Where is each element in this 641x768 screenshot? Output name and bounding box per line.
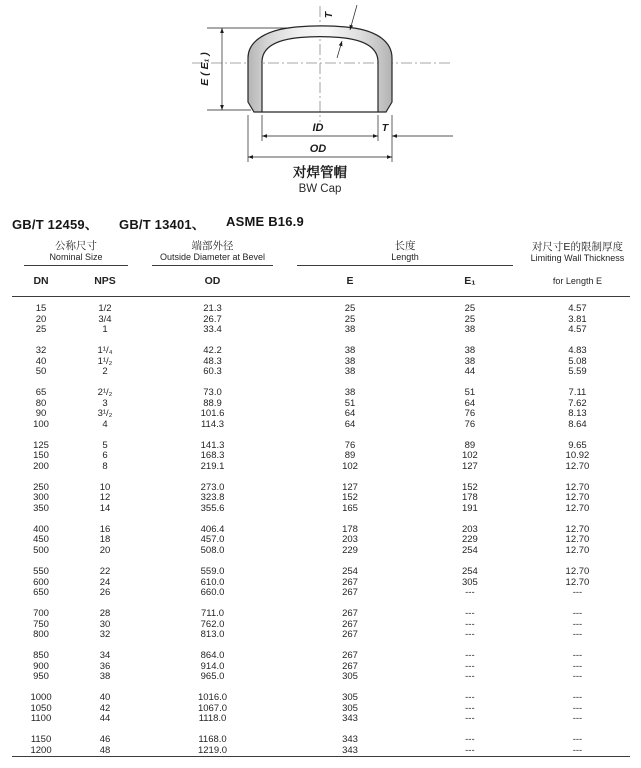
od-dim-label: OD (309, 143, 327, 155)
cell: 88.9 (203, 397, 222, 409)
col-e1: E₁ (415, 266, 525, 297)
cell: 12.70 (565, 481, 590, 493)
cell: 1168.0 (198, 734, 227, 746)
cell: 30 (99, 618, 111, 630)
cell: 3 (102, 397, 108, 409)
cell: 700 (33, 608, 49, 620)
cell: 3¹/₂ (97, 408, 113, 420)
cell: 1219.0 (197, 744, 228, 756)
table-row (12, 462, 630, 473)
cell: 26 (99, 587, 111, 599)
cell: 90 (35, 408, 47, 420)
col-od: OD (140, 266, 285, 297)
cell: 900 (33, 660, 49, 672)
cell: 38 (99, 671, 111, 683)
cell: 1¹/₄ (97, 345, 113, 357)
cell: 457.0 (200, 534, 225, 546)
cell: --- (465, 608, 475, 620)
cell: 2¹/₂ (97, 387, 113, 399)
cell: 267 (342, 587, 358, 599)
cell: 5.59 (568, 366, 587, 378)
cell: 267 (342, 650, 358, 662)
cell: --- (465, 587, 475, 599)
table-row (12, 714, 630, 725)
cell: 1150 (30, 734, 52, 746)
cell: 219.1 (200, 460, 225, 472)
cell: 44 (464, 366, 476, 378)
cell: 50 (35, 366, 47, 378)
cell: 51 (464, 387, 476, 399)
cell: 102 (342, 460, 358, 472)
cap-caption-en: BW Cap (298, 183, 342, 195)
cell: 267 (342, 608, 358, 620)
cell: 950 (33, 671, 49, 683)
cell: 406.4 (200, 523, 225, 535)
cell: 762.0 (200, 618, 225, 630)
cell: 650 (33, 587, 49, 599)
standard-asme-b169: ASME B16.9 (226, 214, 304, 229)
cell: 34 (99, 650, 111, 662)
cell: 305 (342, 702, 358, 714)
id-dim-label: ID (312, 122, 324, 134)
cell: --- (465, 692, 475, 704)
cell: 2 (102, 366, 108, 378)
group-od-cn: 端部外径 (191, 240, 234, 252)
cell: 25 (344, 303, 356, 314)
cell: 25 (344, 313, 356, 325)
col-for-length-e: for Length E (525, 266, 630, 297)
cell: 8.13 (568, 408, 587, 420)
cell: --- (465, 650, 475, 662)
cell: 1100 (30, 713, 52, 725)
cell: 800 (33, 629, 49, 641)
cell: 450 (33, 534, 49, 546)
cell: 750 (33, 618, 49, 630)
cell: 32 (35, 345, 47, 357)
table-row (12, 297, 630, 315)
cell: --- (572, 744, 583, 756)
cell: 9.65 (568, 439, 587, 451)
cell: 343 (342, 713, 358, 725)
group-nominal-cn: 公称尺寸 (54, 240, 97, 252)
table-body (12, 297, 630, 757)
cell: 12.70 (565, 534, 590, 546)
cell: 8.64 (568, 418, 587, 430)
cell: 305 (342, 671, 358, 683)
table-row (12, 325, 630, 336)
cell: 38 (344, 366, 356, 378)
cell: 273.0 (200, 481, 225, 493)
cell: 300 (33, 492, 49, 504)
cell: --- (572, 618, 583, 630)
cell: 1016.0 (197, 692, 228, 704)
cell: 102 (461, 450, 478, 462)
cell: 44 (99, 713, 111, 725)
cell: 64 (464, 397, 476, 409)
cell: 254 (461, 566, 478, 578)
cell: --- (572, 692, 583, 704)
cell: 101.6 (200, 408, 225, 420)
table-row (12, 420, 630, 431)
cell: 21.3 (203, 303, 222, 314)
t-dim-label: T (381, 122, 389, 134)
col-nps: NPS (70, 266, 140, 297)
table-row (12, 546, 630, 557)
cell: 4.57 (568, 324, 587, 335)
cell: --- (465, 660, 475, 672)
cell: 500 (33, 544, 49, 556)
cell: 178 (342, 523, 358, 535)
cell: 165 (342, 502, 358, 514)
column-header-row (12, 266, 630, 297)
cell: 38 (344, 355, 356, 367)
group-limit-cn: 对尺寸E的限制厚度 (531, 241, 623, 253)
cell: 200 (33, 460, 49, 472)
cell: 305 (342, 692, 358, 704)
cell: 850 (33, 650, 49, 662)
cell: 76 (464, 418, 476, 430)
cell: 42.2 (203, 345, 222, 357)
group-length (285, 237, 525, 266)
cell: 114.3 (200, 418, 225, 430)
cell: 46 (99, 734, 111, 746)
cell: 267 (342, 629, 358, 641)
cell: 343 (342, 734, 358, 746)
group-limiting-thickness (525, 237, 630, 266)
cell: --- (465, 702, 475, 714)
table-row (12, 630, 630, 641)
cell: --- (572, 650, 583, 662)
thickness-top-label: T (323, 11, 335, 19)
cell: 141.3 (200, 439, 225, 451)
cell: 229 (342, 544, 358, 556)
cell: --- (572, 587, 583, 599)
standard-gbt-12459: GB/T 12459、 (12, 217, 99, 232)
cell: 229 (461, 534, 478, 546)
cell: 42 (99, 702, 111, 714)
table-row (12, 672, 630, 683)
group-nominal-en: Nominal Size (49, 252, 103, 262)
cell: --- (572, 734, 583, 746)
cell: 32 (99, 629, 111, 641)
cell: 7.62 (568, 397, 587, 409)
cell: 8 (102, 460, 108, 472)
cell: --- (465, 734, 475, 746)
cell: --- (572, 629, 583, 641)
cell: 305 (461, 576, 478, 588)
cell: 1¹/₂ (97, 355, 113, 367)
cell: 15 (35, 303, 47, 314)
cell: 267 (342, 576, 358, 588)
cell: 16 (99, 523, 111, 535)
cell: 38 (344, 387, 356, 399)
cell: 813.0 (200, 629, 225, 641)
cell: 4.57 (568, 303, 587, 314)
cell: 152 (342, 492, 358, 504)
cell: 36 (99, 660, 111, 672)
table-row (12, 588, 630, 599)
cell: 508.0 (200, 544, 225, 556)
cell: 5 (102, 439, 108, 451)
dimension-table (12, 237, 630, 757)
group-nominal-size (12, 237, 140, 266)
cell: 12.70 (565, 576, 590, 588)
cell: 38 (344, 345, 356, 357)
standard-gbt-13401: GB/T 13401、 (119, 217, 206, 232)
cell: 38 (464, 345, 476, 357)
cell: 25 (464, 313, 476, 325)
cell: 51 (344, 397, 356, 409)
cell: 12.70 (565, 492, 590, 504)
cell: 25 (464, 303, 476, 314)
cell: 350 (33, 502, 49, 514)
cell: 89 (344, 450, 356, 462)
cell: 864.0 (200, 650, 225, 662)
cell: 12.70 (565, 566, 590, 578)
cell: 1050 (30, 702, 52, 714)
cell: 267 (342, 660, 358, 672)
cell: 1118.0 (198, 713, 227, 725)
cell: 1000 (30, 692, 52, 704)
cell: 1200 (30, 744, 52, 756)
cell: 127 (461, 460, 478, 472)
cell: 64 (344, 418, 356, 430)
cell: 168.3 (200, 450, 225, 462)
cell: --- (572, 702, 583, 714)
cell: 38 (464, 355, 476, 367)
cell: 38 (344, 324, 356, 335)
cell: 60.3 (203, 366, 222, 378)
cell: 178 (461, 492, 478, 504)
cell: 40 (35, 355, 47, 367)
cell: 6 (102, 450, 108, 462)
cell: 559.0 (200, 566, 225, 578)
cell: 20 (35, 313, 47, 325)
cell: 65 (35, 387, 47, 399)
cell: 73.0 (203, 387, 222, 399)
table-header (12, 237, 630, 297)
cell: 76 (344, 439, 356, 451)
cell: 18 (99, 534, 111, 546)
cell: 100 (33, 418, 49, 430)
cell: 12.70 (565, 544, 590, 556)
cell: 150 (33, 450, 49, 462)
cell: 89 (464, 439, 476, 451)
group-header-row (12, 237, 630, 266)
cell: 7.11 (568, 387, 587, 399)
table-row (12, 504, 630, 515)
cell: 3.81 (568, 313, 587, 325)
cell: 48 (99, 744, 111, 756)
cell: 1/2 (98, 303, 112, 314)
cell: 203 (461, 523, 478, 535)
cell: 64 (344, 408, 356, 420)
cell: 250 (33, 481, 49, 493)
group-od-en: Outside Diameter at Bevel (159, 252, 266, 262)
cell: 12.70 (565, 523, 590, 535)
cell: 12.70 (565, 460, 590, 472)
cell: 4.83 (568, 345, 587, 357)
cell: 254 (342, 566, 358, 578)
cell: 125 (33, 439, 49, 451)
standards-title (12, 214, 304, 233)
cell: 914.0 (200, 660, 225, 672)
cell: 24 (99, 576, 111, 588)
cell: 4 (102, 418, 108, 430)
cell: 25 (35, 324, 47, 335)
cell: 355.6 (200, 502, 225, 514)
cell: 152 (461, 481, 478, 493)
cell: 660.0 (200, 587, 225, 599)
cap-caption-cn: 对焊管帽 (293, 165, 347, 180)
cell: 1 (102, 324, 108, 335)
cell: 343 (342, 744, 358, 756)
cell: 711.0 (200, 608, 225, 620)
cell: 80 (35, 397, 47, 409)
cell: 191 (461, 502, 478, 514)
cell: 38 (464, 324, 476, 335)
cell: 1067.0 (197, 702, 228, 714)
group-length-cn: 长度 (394, 240, 416, 252)
cell: 5.08 (568, 355, 587, 367)
thickness-leader-outer (350, 5, 357, 30)
cell: 20 (99, 544, 111, 556)
cell: 965.0 (200, 671, 225, 683)
cell: 3/4 (98, 313, 112, 325)
cell: 22 (99, 566, 111, 578)
cell: 600 (33, 576, 49, 588)
cell: 12 (99, 492, 111, 504)
cell: 10 (99, 481, 111, 493)
cell: 400 (33, 523, 49, 535)
cell: 127 (342, 481, 358, 493)
cell: --- (572, 671, 583, 683)
cell: 48.3 (203, 355, 222, 367)
bw-cap-drawing (0, 0, 641, 205)
col-e: E (285, 266, 415, 297)
cell: 267 (342, 618, 358, 630)
table-row (12, 567, 630, 578)
cell: 28 (99, 608, 111, 620)
cell: 550 (33, 566, 49, 578)
table-row (12, 367, 630, 378)
cell: --- (465, 671, 475, 683)
cell: --- (572, 660, 583, 672)
cell: --- (572, 713, 583, 725)
thickness-leader-inner (337, 41, 342, 58)
cell: --- (465, 629, 475, 641)
cell: 323.8 (200, 492, 225, 504)
cell: 14 (99, 502, 111, 514)
table-row (12, 746, 630, 757)
e-dim-label: E ( E₁ ) (199, 52, 211, 86)
group-outside-diameter (140, 237, 285, 266)
cell: 254 (461, 544, 478, 556)
cell: --- (465, 618, 475, 630)
cell: 203 (342, 534, 358, 546)
group-length-en: Length (391, 252, 419, 262)
cell: --- (465, 744, 475, 756)
cell: 10.92 (565, 450, 590, 462)
cell: --- (465, 713, 475, 725)
cell: 33.4 (203, 324, 222, 335)
cell: 26.7 (203, 313, 222, 325)
cell: 76 (464, 408, 476, 420)
cell: 12.70 (565, 502, 590, 514)
group-limit-en: Limiting Wall Thickness (530, 253, 625, 263)
col-dn: DN (12, 266, 70, 297)
cell: 610.0 (200, 576, 225, 588)
cell: 40 (99, 692, 111, 704)
cell: --- (572, 608, 583, 620)
